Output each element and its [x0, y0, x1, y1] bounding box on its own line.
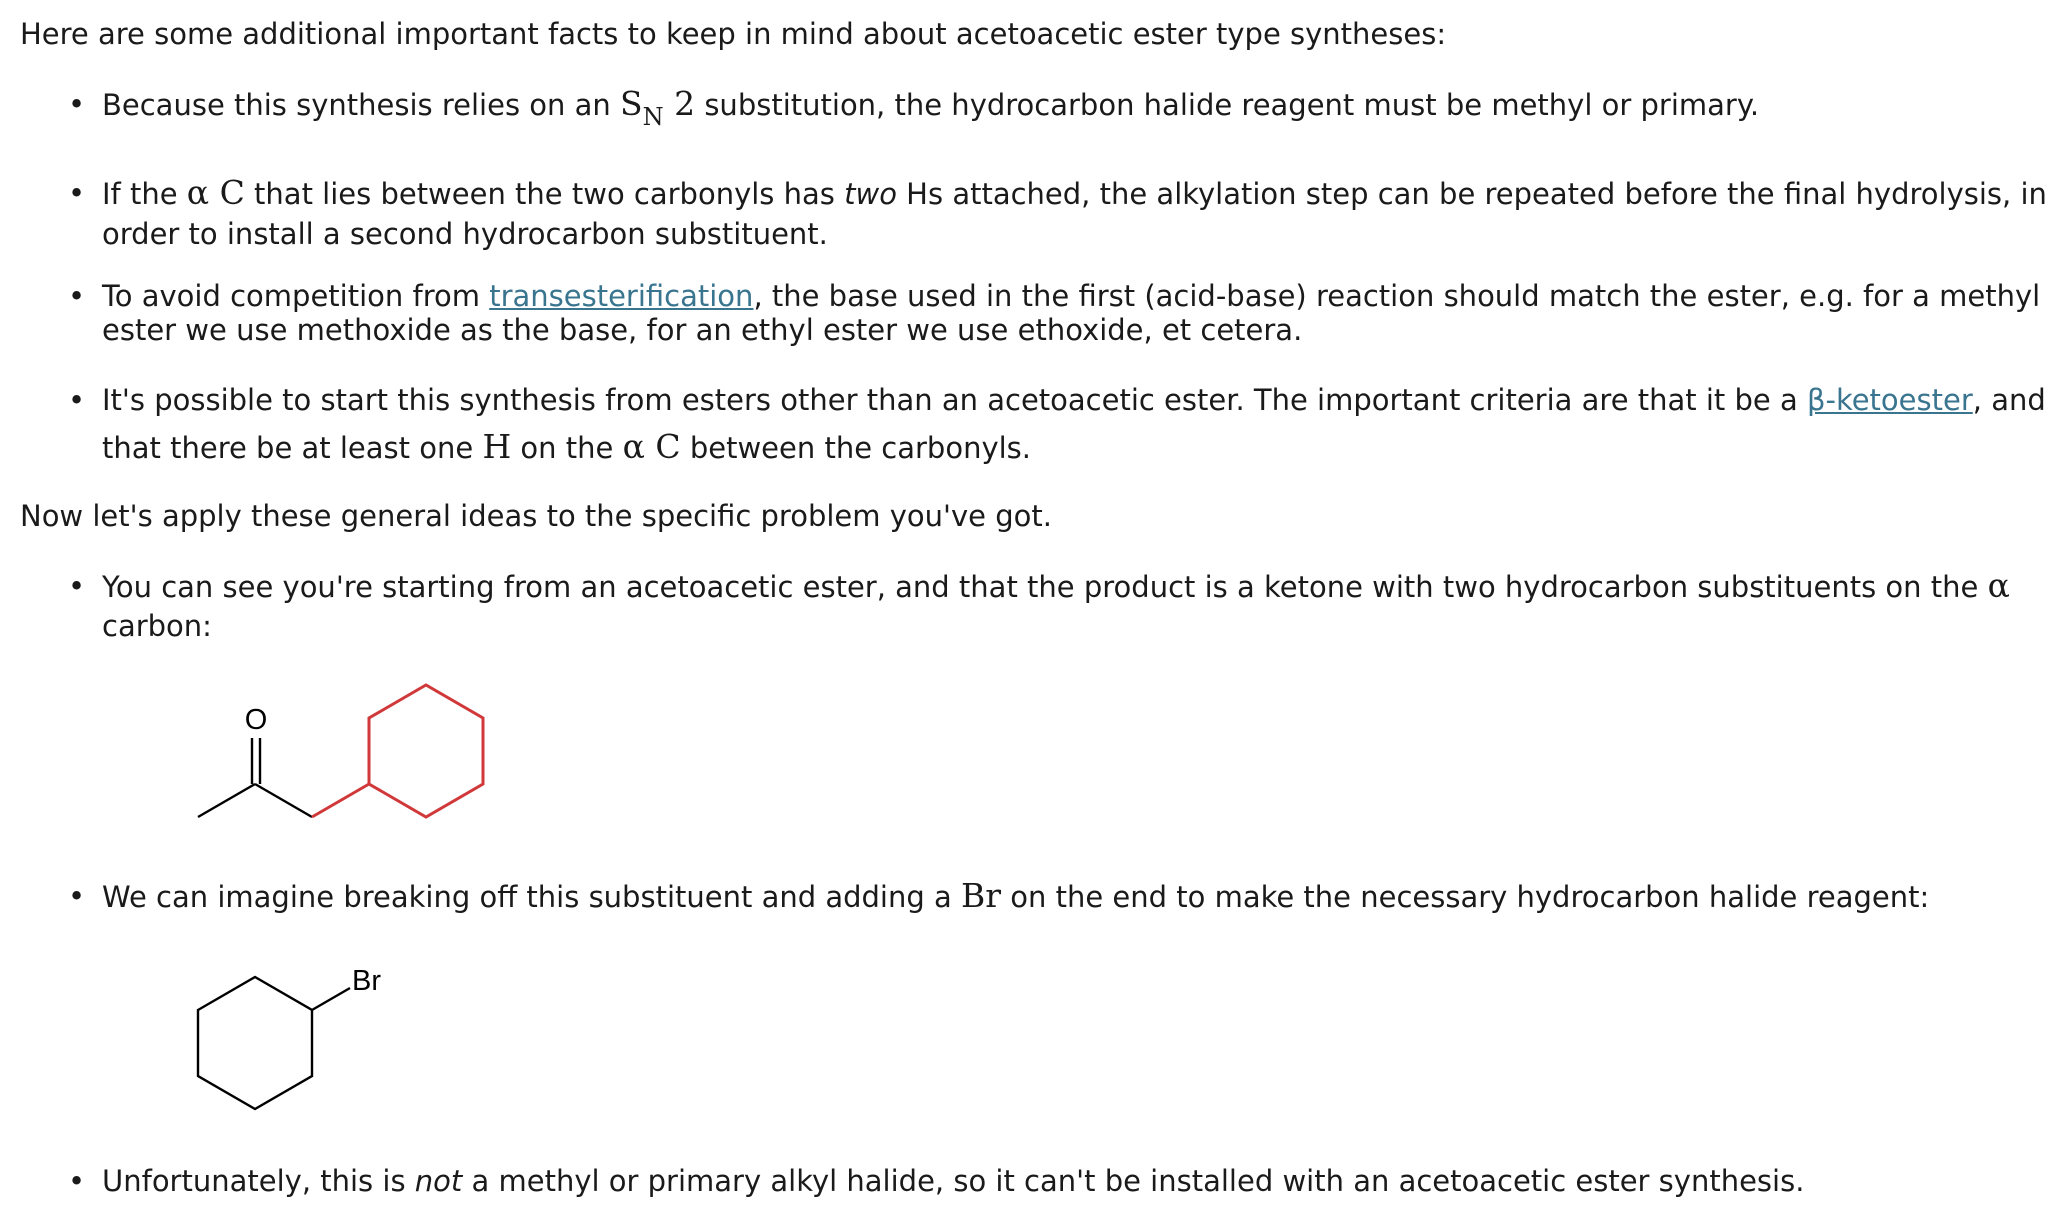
step-text-continued: carbon:	[102, 609, 212, 643]
ketone-backbone	[198, 738, 312, 817]
bullet-dot: •	[68, 279, 86, 313]
beta-ketoester-link[interactable]: β-ketoester	[1806, 383, 1973, 417]
bullet-dot: •	[68, 1164, 86, 1198]
fact-text-continued: order to install a second hydrocarbon substituent.	[102, 217, 828, 251]
bullet-dot: •	[68, 176, 86, 210]
bullet-dot: •	[68, 383, 86, 417]
oxygen-atom-label: O	[244, 704, 268, 736]
bullet-dot: •	[68, 879, 86, 913]
fact-text-continued: that there be at least one H on the α C between the carbonyls.	[102, 427, 1031, 466]
step-text: We can imagine breaking off this substituent and adding a Br on the end to make the necessary hydrocarbon halide reagent:	[102, 876, 1930, 915]
transesterification-link[interactable]: transesterification	[489, 279, 754, 313]
fact-text: It's possible to start this synthesis from esters other than an acetoacetic ester. The important criteria are that it be a β-ketoester, and	[102, 383, 2046, 417]
bullet-dot: •	[68, 87, 86, 121]
apply-paragraph: Now let's apply these general ideas to the specific problem you've got.	[20, 499, 1052, 533]
bullet-dot: •	[68, 569, 86, 603]
intro-paragraph: Here are some additional important facts to keep in mind about acetoacetic ester type syntheses:	[20, 17, 1447, 51]
step-text: Unfortunately, this is not a methyl or primary alkyl halide, so it can't be installed with an acetoacetic ester synthesis.	[102, 1164, 1805, 1198]
sn2-symbol: $S_N$ 2	[620, 84, 696, 131]
cyclohexylmethyl-highlight	[312, 685, 483, 817]
ketone-product-structure	[180, 690, 480, 850]
cyclohexane-ring	[198, 977, 350, 1109]
fact-text: Because this synthesis relies on an $S_N$ 2 substitution, the hydrocarbon halide reagent must be methyl or primary.	[102, 84, 1760, 131]
bromine-atom-label: Br	[352, 965, 381, 997]
step-text: You can see you're starting from an acetoacetic ester, and that the product is a ketone with two hydrocarbon substituents on the α	[102, 566, 2010, 605]
fact-text-continued: ester we use methoxide as the base, for an ethyl ester we use ethoxide, et cetera.	[102, 313, 1303, 347]
fact-text: To avoid competition from transesterification, the base used in the first (acid-base) reaction should match the ester, e.g. for a methyl	[102, 279, 2041, 313]
bromocyclohexane-structure	[190, 955, 410, 1115]
fact-text: If the α C that lies between the two carbonyls has two Hs attached, the alkylation step can be repeated before the final hydrolysis, in	[102, 173, 2047, 212]
